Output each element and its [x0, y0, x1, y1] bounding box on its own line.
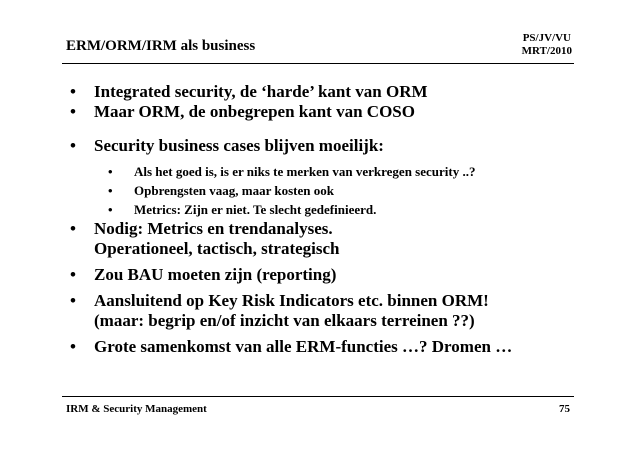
footer-divider [62, 396, 574, 397]
header-divider [62, 63, 574, 64]
page-number: 75 [559, 403, 570, 415]
slide-header-title: ERM/ORM/IRM als business [66, 38, 256, 54]
bullet-item: • Integrated security, de ‘harde’ kant van ORM [64, 82, 584, 102]
bullet-line: • Nodig: Metrics en trendanalyses. [94, 219, 333, 238]
bullet-line: Operationeel, tactisch, strategisch [94, 239, 340, 258]
bullet-line: (maar: begrip en/of inzicht van elkaars terreinen ??) [94, 311, 475, 330]
sub-bullet-item: • Als het goed is, is er niks te merken van verkregen security ..? [64, 162, 584, 181]
bullet-item: • Security business cases blijven moeilijk: [64, 136, 584, 156]
bullet-list [64, 82, 584, 357]
spacer [64, 122, 584, 136]
bullet-item: • Grote samenkomst van alle ERM-functies …? Dromen … [64, 337, 584, 357]
bullet-item [64, 219, 584, 259]
date-label: MRT/2010 [521, 45, 572, 57]
sub-bullet-item: • Opbrengsten vaag, maar kosten ook [64, 181, 584, 200]
bullet-line: • Aansluitend op Key Risk Indicators etc. binnen ORM! [94, 291, 489, 310]
authors-label: PS/JV/VU [522, 32, 571, 44]
bullet-item: • Zou BAU moeten zijn (reporting) [64, 265, 584, 285]
slide-header-meta [522, 32, 572, 58]
bullet-item: • Maar ORM, de onbegrepen kant van COSO [64, 102, 584, 122]
sub-bullet-item: • Metrics: Zijn er niet. Te slecht gedefinieerd. [64, 200, 584, 219]
bullet-item [64, 291, 584, 331]
footer-title: IRM & Security Management [66, 403, 207, 415]
